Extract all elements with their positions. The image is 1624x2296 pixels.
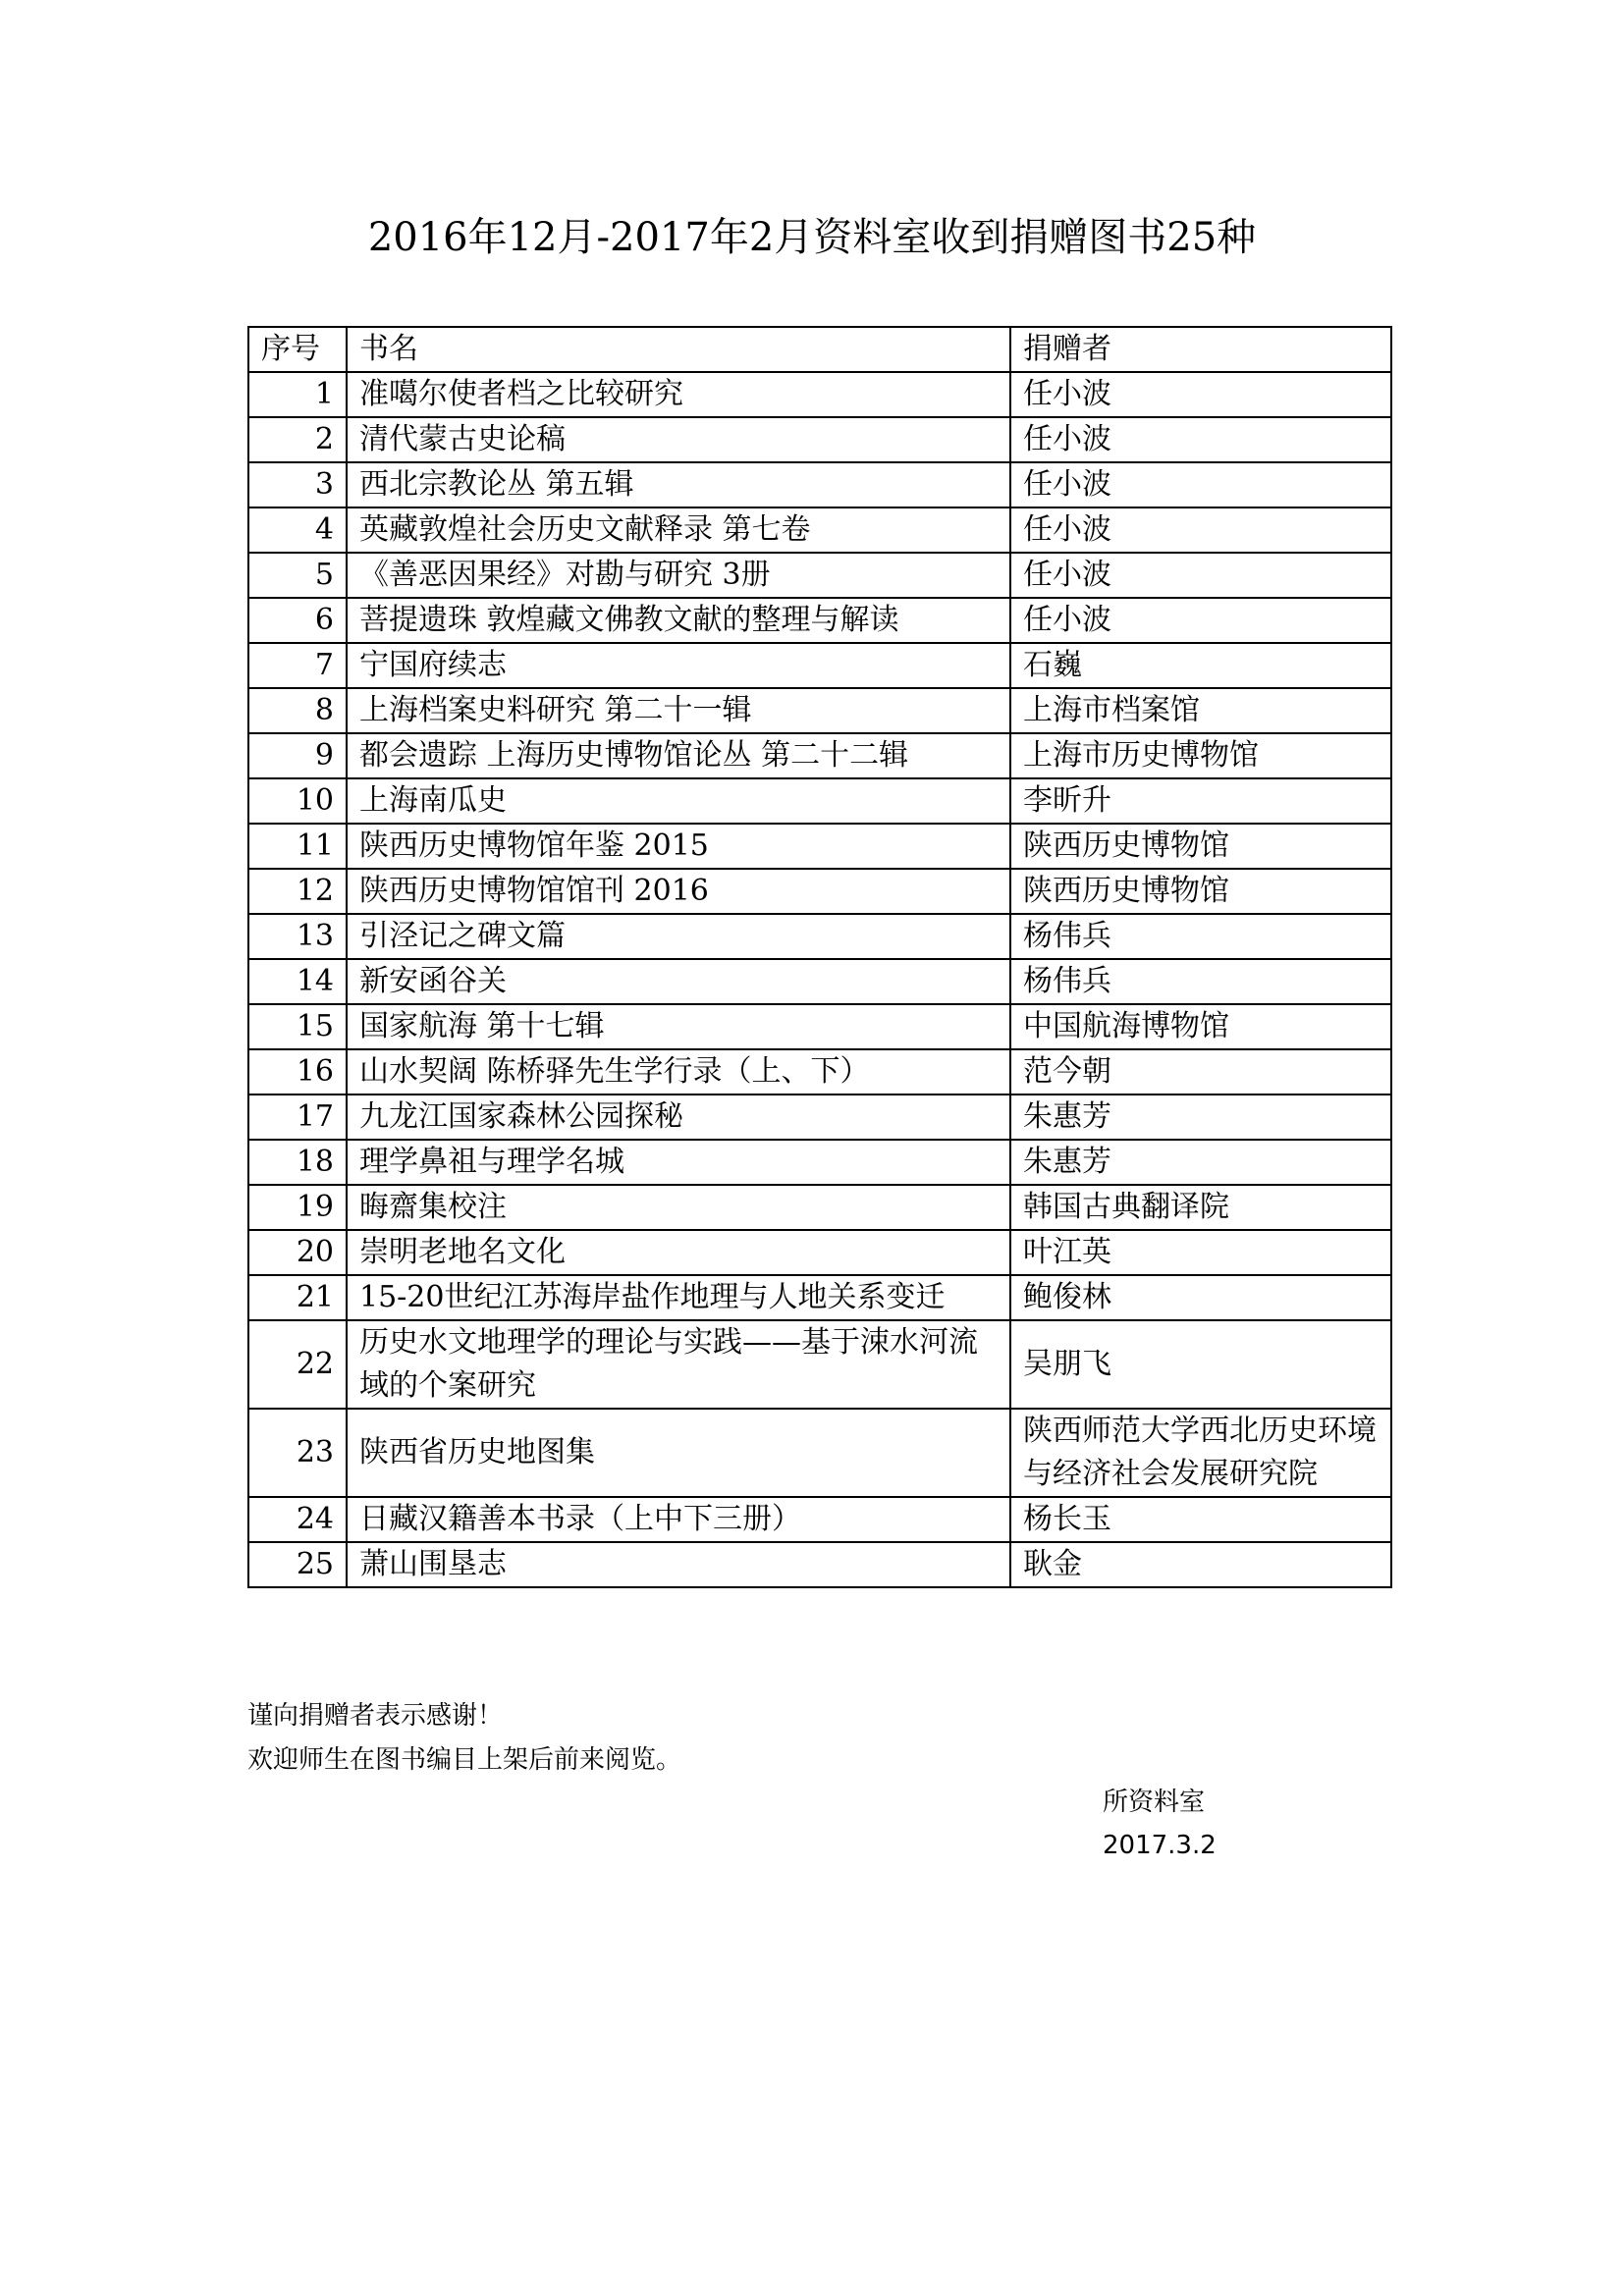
book-title: 国家航海 第十七辑 <box>347 1004 1010 1049</box>
table-row <box>248 1230 1391 1275</box>
table-row <box>248 598 1391 643</box>
serial-number: 19 <box>248 1185 347 1230</box>
serial-number: 22 <box>248 1320 347 1409</box>
donor: 任小波 <box>1010 462 1391 507</box>
serial-number: 16 <box>248 1049 347 1095</box>
book-title: 理学鼻祖与理学名城 <box>347 1140 1010 1185</box>
donor: 中国航海博物馆 <box>1010 1004 1391 1049</box>
donor: 任小波 <box>1010 507 1391 553</box>
table-row <box>248 372 1391 417</box>
donor: 陕西历史博物馆 <box>1010 869 1391 914</box>
table-row <box>248 1004 1391 1049</box>
table-row <box>248 1049 1391 1095</box>
table-row <box>248 1275 1391 1320</box>
thanks-note: 谨向捐赠者表示感谢！ <box>247 1701 504 1731</box>
donor: 上海市历史博物馆 <box>1010 733 1391 778</box>
donor: 韩国古典翻译院 <box>1010 1185 1391 1230</box>
welcome-note: 欢迎师生在图书编目上架后前来阅览。 <box>247 1745 682 1775</box>
serial-number: 23 <box>248 1409 347 1497</box>
donor: 叶江英 <box>1010 1230 1391 1275</box>
serial-number: 2 <box>248 417 347 462</box>
serial-number: 9 <box>248 733 347 778</box>
donor: 陕西历史博物馆 <box>1010 824 1391 869</box>
page-title: 2016年12月-2017年2月资料室收到捐赠图书25种 <box>367 215 1257 260</box>
table-row <box>248 507 1391 553</box>
table-row <box>248 643 1391 688</box>
book-title: 日藏汉籍善本书录（上中下三册） <box>347 1497 1010 1542</box>
book-title: 宁国府续志 <box>347 643 1010 688</box>
serial-number: 14 <box>248 959 347 1004</box>
table-row <box>248 824 1391 869</box>
book-title: 陕西历史博物馆馆刊 2016 <box>347 869 1010 914</box>
donation-table <box>247 326 1392 1588</box>
donor: 朱惠芳 <box>1010 1095 1391 1140</box>
book-title: 引泾记之碑文篇 <box>347 914 1010 959</box>
table-row <box>248 1542 1391 1587</box>
donor: 任小波 <box>1010 553 1391 598</box>
table-row <box>248 1409 1391 1497</box>
header-serial-number: 序号 <box>248 327 347 372</box>
book-title: 西北宗教论丛 第五辑 <box>347 462 1010 507</box>
serial-number: 25 <box>248 1542 347 1587</box>
donor: 石巍 <box>1010 643 1391 688</box>
serial-number: 7 <box>248 643 347 688</box>
serial-number: 11 <box>248 824 347 869</box>
donor: 杨伟兵 <box>1010 959 1391 1004</box>
book-title: 九龙江国家森林公园探秘 <box>347 1095 1010 1140</box>
serial-number: 13 <box>248 914 347 959</box>
table-row <box>248 417 1391 462</box>
donor: 范今朝 <box>1010 1049 1391 1095</box>
serial-number: 21 <box>248 1275 347 1320</box>
serial-number: 8 <box>248 688 347 733</box>
donor: 耿金 <box>1010 1542 1391 1587</box>
book-title: 新安函谷关 <box>347 959 1010 1004</box>
table-row <box>248 1185 1391 1230</box>
book-title: 《善恶因果经》对勘与研究 3册 <box>347 553 1010 598</box>
donor: 任小波 <box>1010 598 1391 643</box>
serial-number: 10 <box>248 778 347 824</box>
book-title: 山水契阔 陈桥驿先生学行录（上、下） <box>347 1049 1010 1095</box>
serial-number: 15 <box>248 1004 347 1049</box>
book-title: 菩提遗珠 敦煌藏文佛教文献的整理与解读 <box>347 598 1010 643</box>
book-title: 历史水文地理学的理论与实践——基于涑水河流域的个案研究 <box>347 1320 1010 1409</box>
donor: 杨伟兵 <box>1010 914 1391 959</box>
donor: 李昕升 <box>1010 778 1391 824</box>
table-row <box>248 869 1391 914</box>
header-book-title: 书名 <box>347 327 1010 372</box>
book-title: 英藏敦煌社会历史文献释录 第七卷 <box>347 507 1010 553</box>
table-row <box>248 553 1391 598</box>
donor: 鲍俊林 <box>1010 1275 1391 1320</box>
serial-number: 12 <box>248 869 347 914</box>
table-row <box>248 778 1391 824</box>
donor: 任小波 <box>1010 417 1391 462</box>
office-signature: 所资料室 <box>1103 1788 1206 1817</box>
book-title: 15-20世纪江苏海岸盐作地理与人地关系变迁 <box>347 1275 1010 1320</box>
book-title: 都会遗踪 上海历史博物馆论丛 第二十二辑 <box>347 733 1010 778</box>
donor: 任小波 <box>1010 372 1391 417</box>
serial-number: 6 <box>248 598 347 643</box>
serial-number: 18 <box>248 1140 347 1185</box>
table-header-row <box>248 327 1391 372</box>
header-donor: 捐赠者 <box>1010 327 1391 372</box>
table-row <box>248 1095 1391 1140</box>
table-row <box>248 688 1391 733</box>
serial-number: 20 <box>248 1230 347 1275</box>
table-row <box>248 462 1391 507</box>
serial-number: 4 <box>248 507 347 553</box>
donor: 上海市档案馆 <box>1010 688 1391 733</box>
serial-number: 1 <box>248 372 347 417</box>
book-title: 上海档案史料研究 第二十一辑 <box>347 688 1010 733</box>
serial-number: 24 <box>248 1497 347 1542</box>
book-title: 清代蒙古史论稿 <box>347 417 1010 462</box>
table-row <box>248 733 1391 778</box>
table-row <box>248 1497 1391 1542</box>
donor: 朱惠芳 <box>1010 1140 1391 1185</box>
book-title: 萧山围垦志 <box>347 1542 1010 1587</box>
book-title: 崇明老地名文化 <box>347 1230 1010 1275</box>
donor: 陕西师范大学西北历史环境与经济社会发展研究院 <box>1010 1409 1391 1497</box>
book-title: 准噶尔使者档之比较研究 <box>347 372 1010 417</box>
table-row <box>248 959 1391 1004</box>
table-row <box>248 1320 1391 1409</box>
donor: 吴朋飞 <box>1010 1320 1391 1409</box>
donor: 杨长玉 <box>1010 1497 1391 1542</box>
book-title: 陕西历史博物馆年鉴 2015 <box>347 824 1010 869</box>
serial-number: 5 <box>248 553 347 598</box>
serial-number: 17 <box>248 1095 347 1140</box>
book-title: 上海南瓜史 <box>347 778 1010 824</box>
serial-number: 3 <box>248 462 347 507</box>
book-title: 晦齋集校注 <box>347 1185 1010 1230</box>
book-title: 陕西省历史地图集 <box>347 1409 1010 1497</box>
table-row <box>248 914 1391 959</box>
table-row <box>248 1140 1391 1185</box>
signature-date: 2017.3.2 <box>1103 1831 1217 1860</box>
